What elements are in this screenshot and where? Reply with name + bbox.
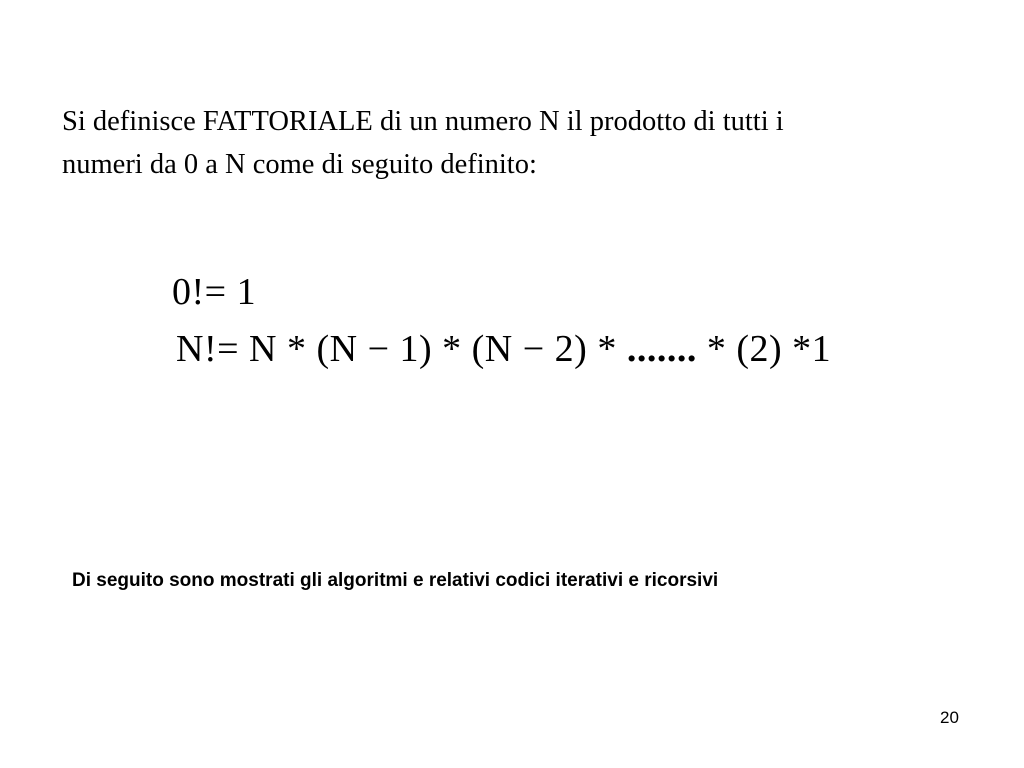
formula-base-case: 0!= 1 [172, 271, 257, 313]
intro-paragraph [62, 100, 962, 186]
formula-general-part-b: * (2) *1 [696, 328, 832, 370]
formula-ellipsis: ....... [626, 328, 697, 370]
intro-line-2: numeri da 0 a N come di seguito definito: [62, 149, 537, 180]
formula-general-part-a: N!= N * (N − 1) * (N − 2) * [176, 328, 627, 370]
intro-line-1: Si definisce FATTORIALE di un numero N il prodotto di tutti i [62, 106, 784, 137]
page-number: 20 [940, 708, 959, 727]
algorithms-note: Di seguito sono mostrati gli algoritmi e relativi codici iterativi e ricorsivi [72, 570, 719, 591]
formula-general-case [176, 327, 831, 371]
